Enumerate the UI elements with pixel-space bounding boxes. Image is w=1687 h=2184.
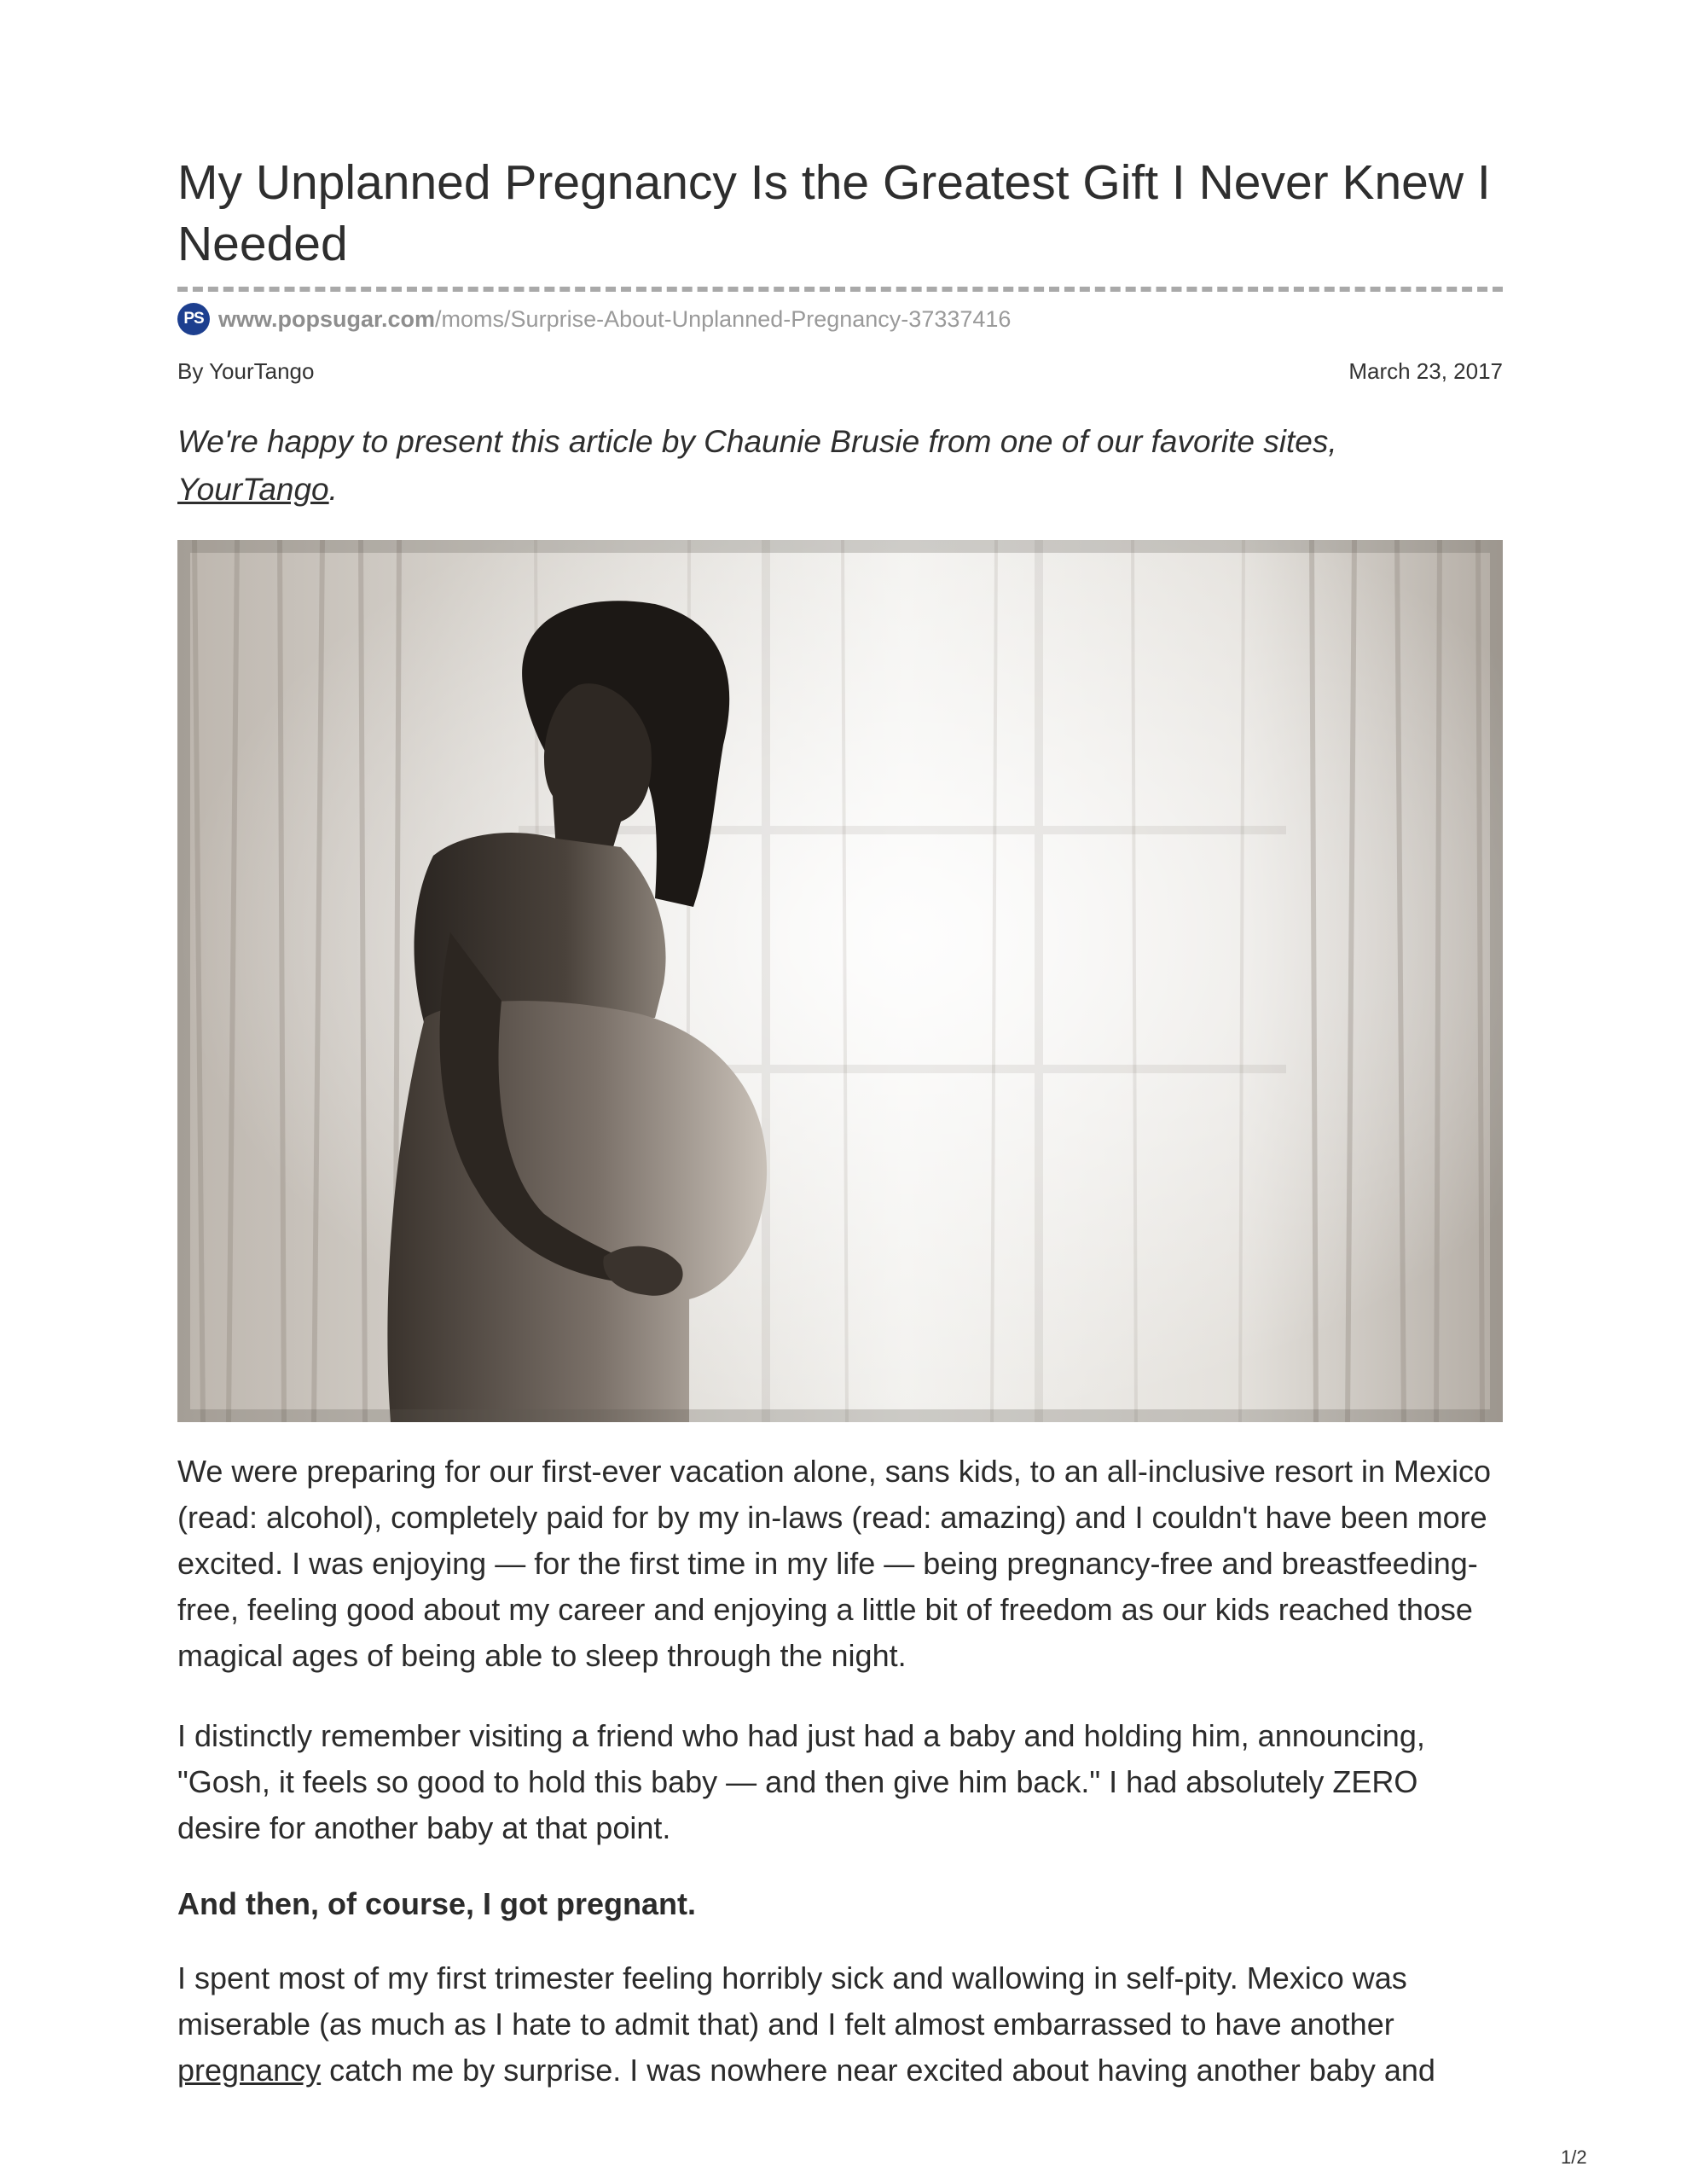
pregnancy-link[interactable]: pregnancy bbox=[177, 2053, 322, 2088]
byline-row bbox=[177, 358, 1503, 385]
popsugar-logo-icon: PS bbox=[177, 303, 210, 335]
article-title: My Unplanned Pregnancy Is the Greatest Gift I Never Knew I Needed bbox=[177, 155, 1491, 271]
publish-date: March 23, 2017 bbox=[1348, 358, 1503, 384]
paragraph-3-bold: And then, of course, I got pregnant. bbox=[177, 1886, 696, 1921]
source-domain: www.popsugar.com bbox=[218, 305, 436, 332]
paragraph-1: We were preparing for our first-ever vacation alone, sans kids, to an all-inclusive resort in Mexico (read: alcohol), completely paid for by my in-laws (read: amazing) and I couldn't have been more excited. I was enjoying — for the first time in my life — being pregnancy-free and breastfeeding-free, feeling good about my career and enjoying a little bit of freedom as our kids reached those magical ages of being able to sleep through the night. bbox=[177, 1454, 1492, 1673]
pregnant-woman-photo-illustration bbox=[177, 540, 1503, 1422]
source-path: /moms/Surprise-About-Unplanned-Pregnancy-37337416 bbox=[435, 305, 1012, 332]
intro-note bbox=[177, 418, 1503, 514]
paragraph-4-start: I spent most of my first trimester feeling horribly sick and wallowing in self-pity. Mexico was miserable (as much as I hate to admit that) and I felt almost embarrassed to have another bbox=[177, 1960, 1407, 2042]
paragraph-4 bbox=[177, 1955, 1503, 2094]
source-url[interactable] bbox=[177, 302, 1011, 336]
dashed-divider bbox=[177, 287, 1503, 292]
intro-text-end: . bbox=[328, 472, 338, 507]
intro-text: We're happy to present this article by Chaunie Brusie from one of our favorite sites, bbox=[177, 424, 1337, 459]
paragraph-4-end: catch me by surprise. I was nowhere near excited about having another baby and bbox=[321, 2053, 1435, 2088]
article-photo bbox=[177, 540, 1503, 1422]
page-number: 1/2 bbox=[1561, 2146, 1587, 2168]
paragraph-2: I distinctly remember visiting a friend who had just had a baby and holding him, announcing, "Gosh, it feels so good to hold this baby — and then give him back." I had absolutely ZERO desire for another baby at that point. bbox=[177, 1718, 1425, 1845]
author-byline: By YourTango bbox=[177, 358, 315, 384]
yourtango-link[interactable]: YourTango bbox=[177, 472, 329, 507]
